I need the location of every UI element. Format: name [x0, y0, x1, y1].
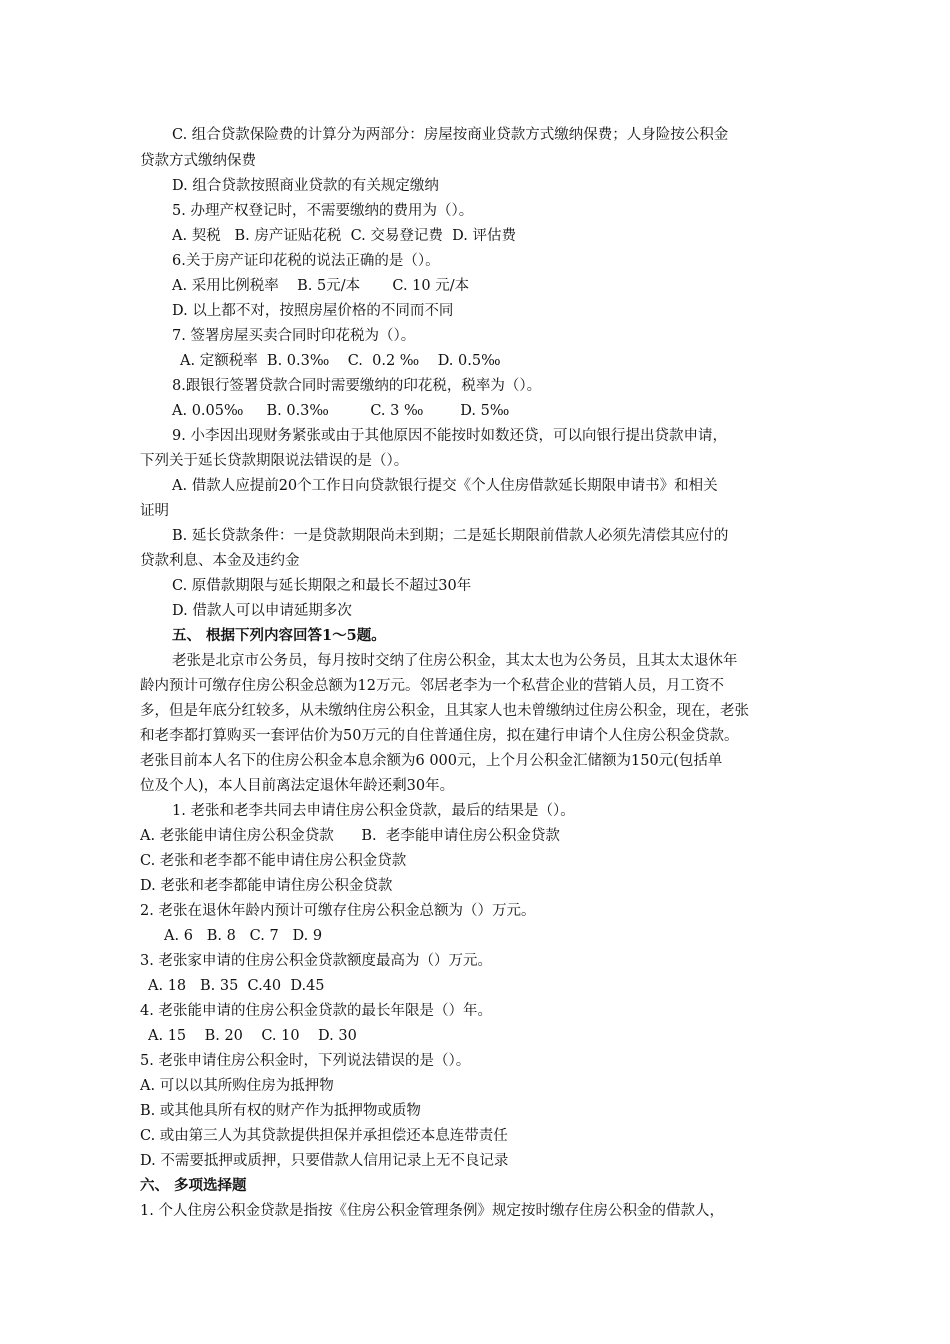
question-9-option-d: D. 借款人可以申请延期多次: [172, 603, 352, 619]
case-question-3-options: A. 18 B. 35 C.40 D.45: [148, 978, 325, 994]
case-question-4-options: A. 15 B. 20 C. 10 D. 30: [148, 1028, 357, 1044]
question-8-options: A. 0.05‰ B. 0.3‰ C. 3 ‰ D. 5‰: [172, 403, 510, 419]
case-question-1-option-c: C. 老张和老李都不能申请住房公积金贷款: [140, 853, 407, 869]
question-9: 9. 小李因出现财务紧张或由于其他原因不能按时如数还贷，可以向银行提出贷款申请，: [172, 428, 727, 444]
case-question-5: 5. 老张申请住房公积金时，下列说法错误的是（）。: [140, 1053, 471, 1069]
case-question-5-option-b: B. 或其他具所有权的财产作为抵押物或质物: [140, 1103, 421, 1119]
section-5-heading: 五、 根据下列内容回答1～5题。: [172, 627, 386, 644]
case-paragraph-line-2: 龄内预计可缴存住房公积金总额为12万元。邻居老李为一个私营企业的营销人员，月工资不: [140, 678, 724, 694]
case-paragraph-line-1: 老张是北京市公务员，每月按时交纳了住房公积金，其太太也为公务员，且其太太退休年: [172, 653, 738, 669]
question-5-options: A. 契税 B. 房产证贴花税 C. 交易登记费 D. 评估费: [172, 228, 516, 244]
case-question-1-options-ab: A. 老张能申请住房公积金贷款 B. 老李能申请住房公积金贷款: [140, 828, 560, 844]
question-9-option-a-cont: 证明: [140, 503, 169, 519]
question-6-options: A. 采用比例税率 B. 5元/本 C. 10 元/本: [172, 278, 470, 294]
case-paragraph-line-6: 位及个人)，本人目前离法定退休年龄还剩30年。: [140, 778, 455, 794]
question-9-option-a: A. 借款人应提前20个工作日向贷款银行提交《个人住房借款延长期限申请书》和相关: [172, 478, 718, 494]
case-paragraph-line-5: 老张目前本人名下的住房公积金本息余额为6 000元，上个月公积金汇储额为150元(包括单: [140, 753, 723, 769]
case-paragraph-line-4: 和老李都打算购买一套评估价为50万元的自住普通住房，拟在建行申请个人住房公积金贷款。: [140, 728, 739, 744]
section-6-heading: 六、 多项选择题: [140, 1177, 247, 1194]
case-question-3: 3. 老张家申请的住房公积金贷款额度最高为（）万元。: [140, 953, 492, 969]
question-8: 8.跟银行签署贷款合同时需要缴纳的印花税，税率为（）。: [172, 378, 542, 394]
case-question-2-options: A. 6 B. 8 C. 7 D. 9: [164, 928, 323, 944]
question-6-option-d: D. 以上都不对，按照房屋价格的不同而不同: [172, 303, 454, 319]
option-c-text: C. 组合贷款保险费的计算分为两部分：房屋按商业贷款方式缴纳保费；人身险按公积金: [172, 127, 729, 143]
question-6: 6.关于房产证印花税的说法正确的是（）。: [172, 253, 440, 269]
question-9-option-b-cont: 贷款利息、本金及违约金: [140, 553, 300, 569]
case-paragraph-line-3: 多，但是年底分红较多，从未缴纳住房公积金，且其家人也未曾缴纳过住房公积金，现在，老张: [140, 703, 749, 719]
option-c-continuation: 贷款方式缴纳保费: [140, 153, 256, 169]
question-5: 5. 办理产权登记时，不需要缴纳的费用为（）。: [172, 203, 474, 219]
question-7: 7. 签署房屋买卖合同时印花税为（）。: [172, 328, 416, 344]
question-9-option-b: B. 延长贷款条件：一是贷款期限尚未到期；二是延长期限前借款人必须先清偿其应付的: [172, 528, 729, 544]
case-question-1-option-d: D. 老张和老李都能申请住房公积金贷款: [140, 878, 393, 894]
question-7-options: A. 定额税率 B. 0.3‰ C. 0.2 ‰ D. 0.5‰: [180, 353, 501, 369]
option-d-text: D. 组合贷款按照商业贷款的有关规定缴纳: [172, 178, 439, 194]
case-question-5-option-d: D. 不需要抵押或质押，只要借款人信用记录上无不良记录: [140, 1153, 509, 1169]
question-9-continuation: 下列关于延长贷款期限说法错误的是（）。: [140, 453, 409, 469]
multi-choice-question-1: 1. 个人住房公积金贷款是指按《住房公积金管理条例》规定按时缴存住房公积金的借款人，: [140, 1203, 724, 1219]
case-question-2: 2. 老张在退休年龄内预计可缴存住房公积金总额为（）万元。: [140, 903, 536, 919]
case-question-5-option-c: C. 或由第三人为其贷款提供担保并承担偿还本息连带责任: [140, 1128, 508, 1144]
case-question-5-option-a: A. 可以以其所购住房为抵押物: [140, 1078, 334, 1094]
case-question-4: 4. 老张能申请的住房公积金贷款的最长年限是（）年。: [140, 1003, 492, 1019]
case-question-1: 1. 老张和老李共同去申请住房公积金贷款，最后的结果是（）。: [172, 803, 575, 819]
question-9-option-c: C. 原借款期限与延长期限之和最长不超过30年: [172, 578, 472, 594]
